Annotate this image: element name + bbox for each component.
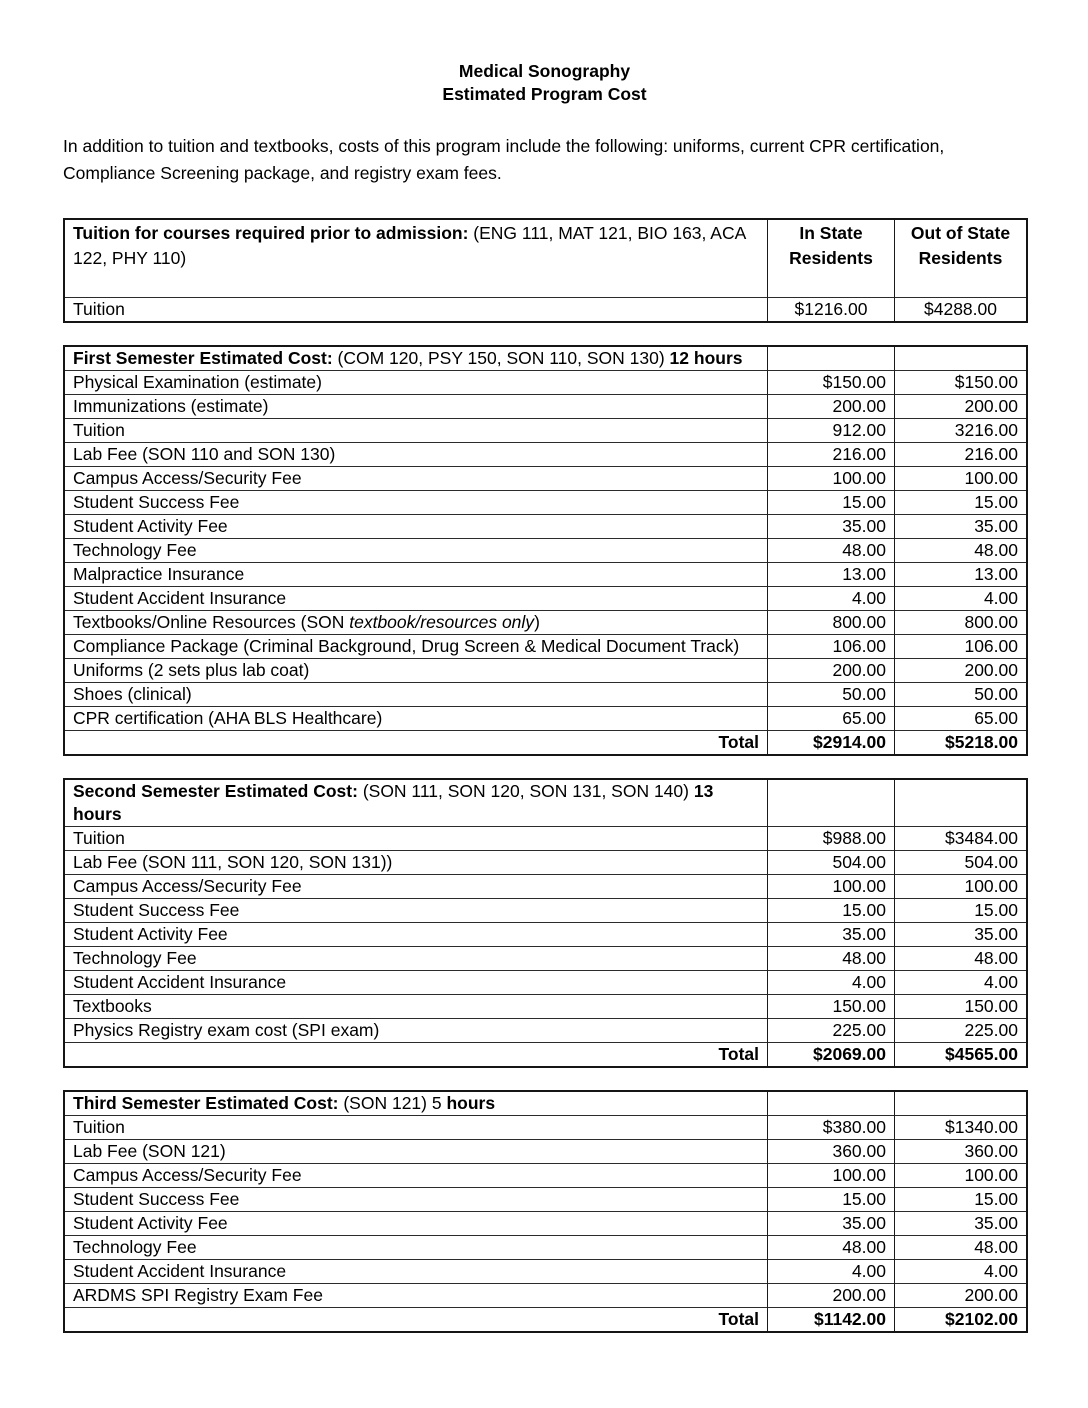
out-of-state-value: 100.00 — [894, 1163, 1026, 1187]
row-label: Physical Examination (estimate) — [65, 370, 767, 394]
in-state-value: 35.00 — [767, 514, 894, 538]
table-row — [65, 850, 1026, 874]
row-label: Tuition — [65, 418, 767, 442]
table-row — [65, 1211, 1026, 1235]
cost-table-third-semester — [63, 1090, 1028, 1333]
row-label: ARDMS SPI Registry Exam Fee — [65, 1283, 767, 1307]
table-title-hours: 12 hours — [669, 348, 743, 368]
row-label: Technology Fee — [65, 538, 767, 562]
table-row — [65, 610, 1026, 634]
table-title: First Semester Estimated Cost: — [73, 348, 333, 368]
empty-header-cell — [894, 1092, 1026, 1115]
out-of-state-value: 48.00 — [894, 538, 1026, 562]
cost-table-pre-admission-tuition — [63, 218, 1028, 323]
out-of-state-value: 100.00 — [894, 874, 1026, 898]
in-state-value: 48.00 — [767, 946, 894, 970]
table-row — [65, 297, 1026, 321]
row-label: Uniforms (2 sets plus lab coat) — [65, 658, 767, 682]
in-state-value: 100.00 — [767, 466, 894, 490]
row-label: Student Success Fee — [65, 1187, 767, 1211]
total-in-state-value: $2069.00 — [767, 1042, 894, 1066]
table-title-detail: (SON 111, SON 120, SON 131, SON 140) — [357, 781, 694, 801]
table-row — [65, 418, 1026, 442]
total-in-state-value: $2914.00 — [767, 730, 894, 754]
in-state-value: $988.00 — [767, 826, 894, 850]
out-of-state-value: 216.00 — [894, 442, 1026, 466]
in-state-value: 65.00 — [767, 706, 894, 730]
in-state-value: 200.00 — [767, 1283, 894, 1307]
out-of-state-value: 4.00 — [894, 970, 1026, 994]
row-label: Student Accident Insurance — [65, 586, 767, 610]
out-of-state-value: 3216.00 — [894, 418, 1026, 442]
out-of-state-value: $4288.00 — [894, 297, 1026, 321]
in-state-value: 48.00 — [767, 538, 894, 562]
table-row — [65, 370, 1026, 394]
total-row — [65, 730, 1026, 754]
cost-table-first-semester — [63, 345, 1028, 756]
out-of-state-value: 48.00 — [894, 946, 1026, 970]
out-of-state-value: 200.00 — [894, 1283, 1026, 1307]
table-row — [65, 826, 1026, 850]
total-label: Total — [65, 730, 767, 754]
title-line-2: Estimated Program Cost — [442, 84, 647, 104]
total-row — [65, 1042, 1026, 1066]
document-title — [63, 60, 1026, 106]
total-row — [65, 1307, 1026, 1331]
in-state-value: 15.00 — [767, 490, 894, 514]
row-label: Textbooks — [65, 994, 767, 1018]
row-label: Technology Fee — [65, 946, 767, 970]
total-out-of-state-value: $2102.00 — [894, 1307, 1026, 1331]
out-of-state-value: $150.00 — [894, 370, 1026, 394]
row-label: Lab Fee (SON 111, SON 120, SON 131)) — [65, 850, 767, 874]
table-row — [65, 538, 1026, 562]
out-of-state-value: $1340.00 — [894, 1115, 1026, 1139]
out-of-state-value: 13.00 — [894, 562, 1026, 586]
table-title-hours: 13 hours — [73, 781, 714, 824]
row-label: Compliance Package (Criminal Background, Drug Screen & Medical Document Track) — [65, 634, 767, 658]
in-state-value: 13.00 — [767, 562, 894, 586]
row-label: Campus Access/Security Fee — [65, 874, 767, 898]
out-of-state-column-header: Out of State Residents — [894, 220, 1026, 297]
table-header-row — [65, 780, 1026, 826]
in-state-value: 15.00 — [767, 1187, 894, 1211]
table-title-hours: hours — [446, 1093, 496, 1113]
out-of-state-value: 35.00 — [894, 514, 1026, 538]
out-of-state-value: 35.00 — [894, 1211, 1026, 1235]
row-label: Student Accident Insurance — [65, 970, 767, 994]
in-state-value: 200.00 — [767, 658, 894, 682]
table-row — [65, 946, 1026, 970]
in-state-value: $380.00 — [767, 1115, 894, 1139]
in-state-column-header: In State Residents — [767, 220, 894, 297]
out-of-state-value: 150.00 — [894, 994, 1026, 1018]
out-of-state-value: 800.00 — [894, 610, 1026, 634]
table-row — [65, 490, 1026, 514]
table-row — [65, 634, 1026, 658]
in-state-value: 912.00 — [767, 418, 894, 442]
table-row — [65, 1018, 1026, 1042]
table-row — [65, 922, 1026, 946]
table-header-label — [65, 220, 767, 297]
row-label: Student Activity Fee — [65, 922, 767, 946]
table-row — [65, 442, 1026, 466]
out-of-state-value: 200.00 — [894, 394, 1026, 418]
table-header-row — [65, 1092, 1026, 1115]
table-title-detail: (SON 121) 5 — [338, 1093, 447, 1113]
row-label: Lab Fee (SON 110 and SON 130) — [65, 442, 767, 466]
row-label: Campus Access/Security Fee — [65, 1163, 767, 1187]
in-state-value: 100.00 — [767, 874, 894, 898]
in-state-value: 35.00 — [767, 922, 894, 946]
in-state-value: $1216.00 — [767, 297, 894, 321]
out-of-state-value: 4.00 — [894, 1259, 1026, 1283]
table-row — [65, 898, 1026, 922]
in-state-value: 225.00 — [767, 1018, 894, 1042]
table-row — [65, 1283, 1026, 1307]
cost-tables-container — [63, 218, 1026, 1333]
table-row — [65, 1259, 1026, 1283]
in-state-value: 15.00 — [767, 898, 894, 922]
out-of-state-value: 200.00 — [894, 658, 1026, 682]
title-line-1: Medical Sonography — [458, 61, 631, 81]
table-title-detail: (ENG 111, MAT 121, BIO 163, ACA 122, PHY 110) — [73, 223, 746, 268]
out-of-state-value: 504.00 — [894, 850, 1026, 874]
row-label: Student Activity Fee — [65, 514, 767, 538]
row-label: Student Accident Insurance — [65, 1259, 767, 1283]
in-state-value: 4.00 — [767, 586, 894, 610]
out-of-state-value: 4.00 — [894, 586, 1026, 610]
table-header-row — [65, 347, 1026, 370]
row-label: Student Success Fee — [65, 898, 767, 922]
table-header-label — [65, 1092, 767, 1115]
table-title: Tuition for courses required prior to admission: — [73, 223, 469, 243]
table-title-detail: (COM 120, PSY 150, SON 110, SON 130) — [332, 348, 670, 368]
row-label-italic: textbook/resources only — [349, 612, 535, 632]
total-out-of-state-value: $5218.00 — [894, 730, 1026, 754]
total-out-of-state-value: $4565.00 — [894, 1042, 1026, 1066]
table-row — [65, 874, 1026, 898]
table-row — [65, 1187, 1026, 1211]
out-of-state-value: 100.00 — [894, 466, 1026, 490]
table-row — [65, 1115, 1026, 1139]
table-row — [65, 970, 1026, 994]
empty-header-cell — [767, 1092, 894, 1115]
intro-paragraph: In addition to tuition and textbooks, costs of this program include the following: uniforms, current CPR certification, Compliance Screening package, and registry exam fees. — [63, 136, 945, 183]
row-label: Textbooks/Online Resources (SON textbook/resources only) — [65, 610, 767, 634]
out-of-state-value: 15.00 — [894, 898, 1026, 922]
table-row — [65, 586, 1026, 610]
row-label: Student Activity Fee — [65, 1211, 767, 1235]
row-label: Tuition — [65, 826, 767, 850]
table-row — [65, 706, 1026, 730]
in-state-value: 50.00 — [767, 682, 894, 706]
in-state-value: 4.00 — [767, 1259, 894, 1283]
row-label: Campus Access/Security Fee — [65, 466, 767, 490]
table-row — [65, 682, 1026, 706]
out-of-state-value: 50.00 — [894, 682, 1026, 706]
out-of-state-value: 360.00 — [894, 1139, 1026, 1163]
empty-header-cell — [767, 347, 894, 370]
table-row — [65, 562, 1026, 586]
in-state-value: 4.00 — [767, 970, 894, 994]
total-label: Total — [65, 1307, 767, 1331]
row-label: Immunizations (estimate) — [65, 394, 767, 418]
in-state-value: $150.00 — [767, 370, 894, 394]
in-state-value: 216.00 — [767, 442, 894, 466]
row-label: Shoes (clinical) — [65, 682, 767, 706]
in-state-value: 504.00 — [767, 850, 894, 874]
empty-header-cell — [894, 780, 1026, 826]
total-label: Total — [65, 1042, 767, 1066]
row-label: Physics Registry exam cost (SPI exam) — [65, 1018, 767, 1042]
table-row — [65, 1163, 1026, 1187]
table-title: Second Semester Estimated Cost: — [73, 781, 358, 801]
out-of-state-value: $3484.00 — [894, 826, 1026, 850]
row-label: CPR certification (AHA BLS Healthcare) — [65, 706, 767, 730]
table-header-label — [65, 347, 767, 370]
in-state-value: 35.00 — [767, 1211, 894, 1235]
table-row — [65, 994, 1026, 1018]
table-row — [65, 514, 1026, 538]
table-row — [65, 1235, 1026, 1259]
empty-header-cell — [894, 347, 1026, 370]
in-state-value: 150.00 — [767, 994, 894, 1018]
row-label: Malpractice Insurance — [65, 562, 767, 586]
row-label: Lab Fee (SON 121) — [65, 1139, 767, 1163]
out-of-state-value: 15.00 — [894, 490, 1026, 514]
empty-header-cell — [767, 780, 894, 826]
in-state-value: 360.00 — [767, 1139, 894, 1163]
out-of-state-value: 15.00 — [894, 1187, 1026, 1211]
in-state-value: 106.00 — [767, 634, 894, 658]
cost-table-second-semester — [63, 778, 1028, 1068]
table-row — [65, 1139, 1026, 1163]
out-of-state-value: 65.00 — [894, 706, 1026, 730]
row-label: Tuition — [65, 297, 767, 321]
table-title: Third Semester Estimated Cost: — [73, 1093, 339, 1113]
in-state-value: 48.00 — [767, 1235, 894, 1259]
table-header-label — [65, 780, 767, 826]
row-label: Tuition — [65, 1115, 767, 1139]
in-state-value: 800.00 — [767, 610, 894, 634]
out-of-state-value: 48.00 — [894, 1235, 1026, 1259]
in-state-value: 200.00 — [767, 394, 894, 418]
out-of-state-value: 225.00 — [894, 1018, 1026, 1042]
table-row — [65, 658, 1026, 682]
out-of-state-value: 35.00 — [894, 922, 1026, 946]
table-header-row — [65, 220, 1026, 297]
total-in-state-value: $1142.00 — [767, 1307, 894, 1331]
row-label: Student Success Fee — [65, 490, 767, 514]
in-state-value: 100.00 — [767, 1163, 894, 1187]
table-row — [65, 466, 1026, 490]
row-label: Technology Fee — [65, 1235, 767, 1259]
out-of-state-value: 106.00 — [894, 634, 1026, 658]
table-row — [65, 394, 1026, 418]
